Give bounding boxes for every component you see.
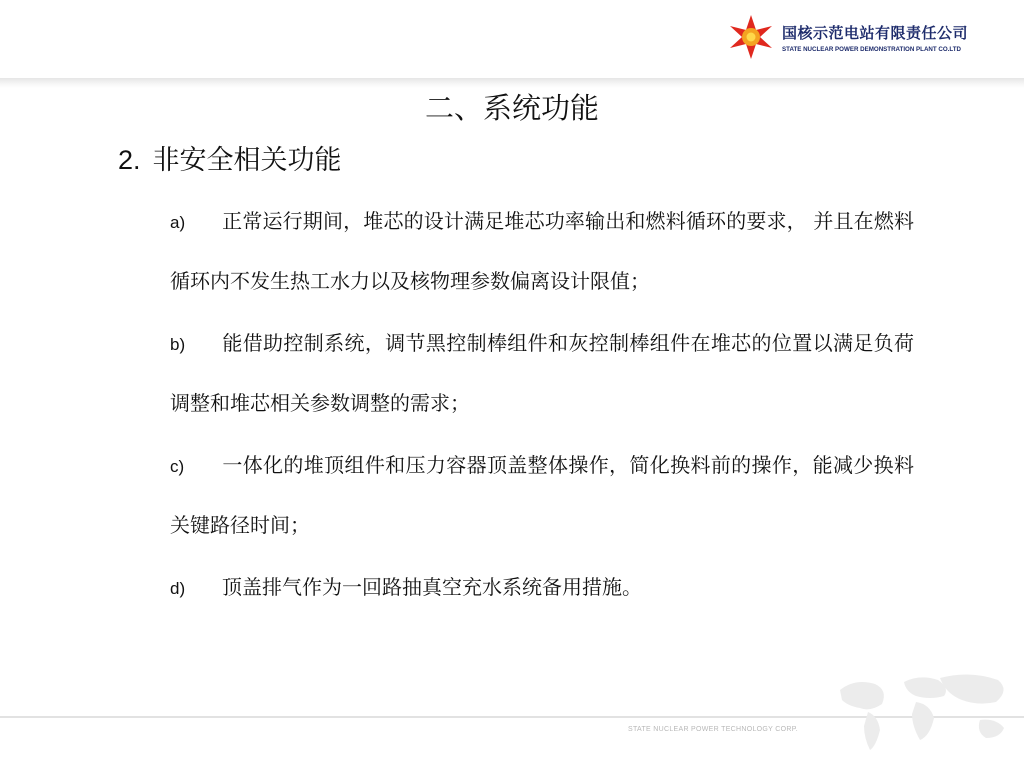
list-item [170,192,914,310]
item-marker: a) [170,213,186,232]
subtitle-text: 非安全相关功能 [152,145,342,176]
item-marker: c) [170,457,185,476]
item-text: 一体化的堆顶组件和压力容器顶盖整体操作，简化换料前的操作，能减少换料关键路径时间； [170,453,914,537]
logo-company-name-en: STATE NUCLEAR POWER DEMONSTRATION PLANT CO.LTD [782,45,961,53]
footer-text: STATE NUCLEAR POWER TECHNOLOGY CORP. [628,726,799,733]
logo-company-name-cn: 国核示范电站有限责任公司 [782,23,969,42]
slide-subtitle [118,138,342,177]
star-logo-icon [728,14,774,60]
world-map-watermark-icon [820,660,1020,760]
item-marker: b) [170,335,186,354]
function-list [170,192,914,622]
company-logo [728,14,1018,60]
item-text: 正常运行期间，堆芯的设计满足堆芯功率输出和燃料循环的要求， 并且在燃料循环内不发生热工水力以及核物理参数偏离设计限值； [170,209,914,293]
item-text: 能借助控制系统，调节黑控制棒组件和灰控制棒组件在堆芯的位置以满足负荷调整和堆芯相关参数调整的需求； [170,331,914,415]
list-item [170,314,914,432]
item-text: 顶盖排气作为一回路抽真空充水系统备用措施。 [222,575,642,599]
list-item [170,436,914,554]
item-marker: d) [170,579,186,598]
slide-title: 二、系统功能 [424,91,599,125]
subtitle-number: 2. [118,145,141,175]
list-item [170,558,914,618]
